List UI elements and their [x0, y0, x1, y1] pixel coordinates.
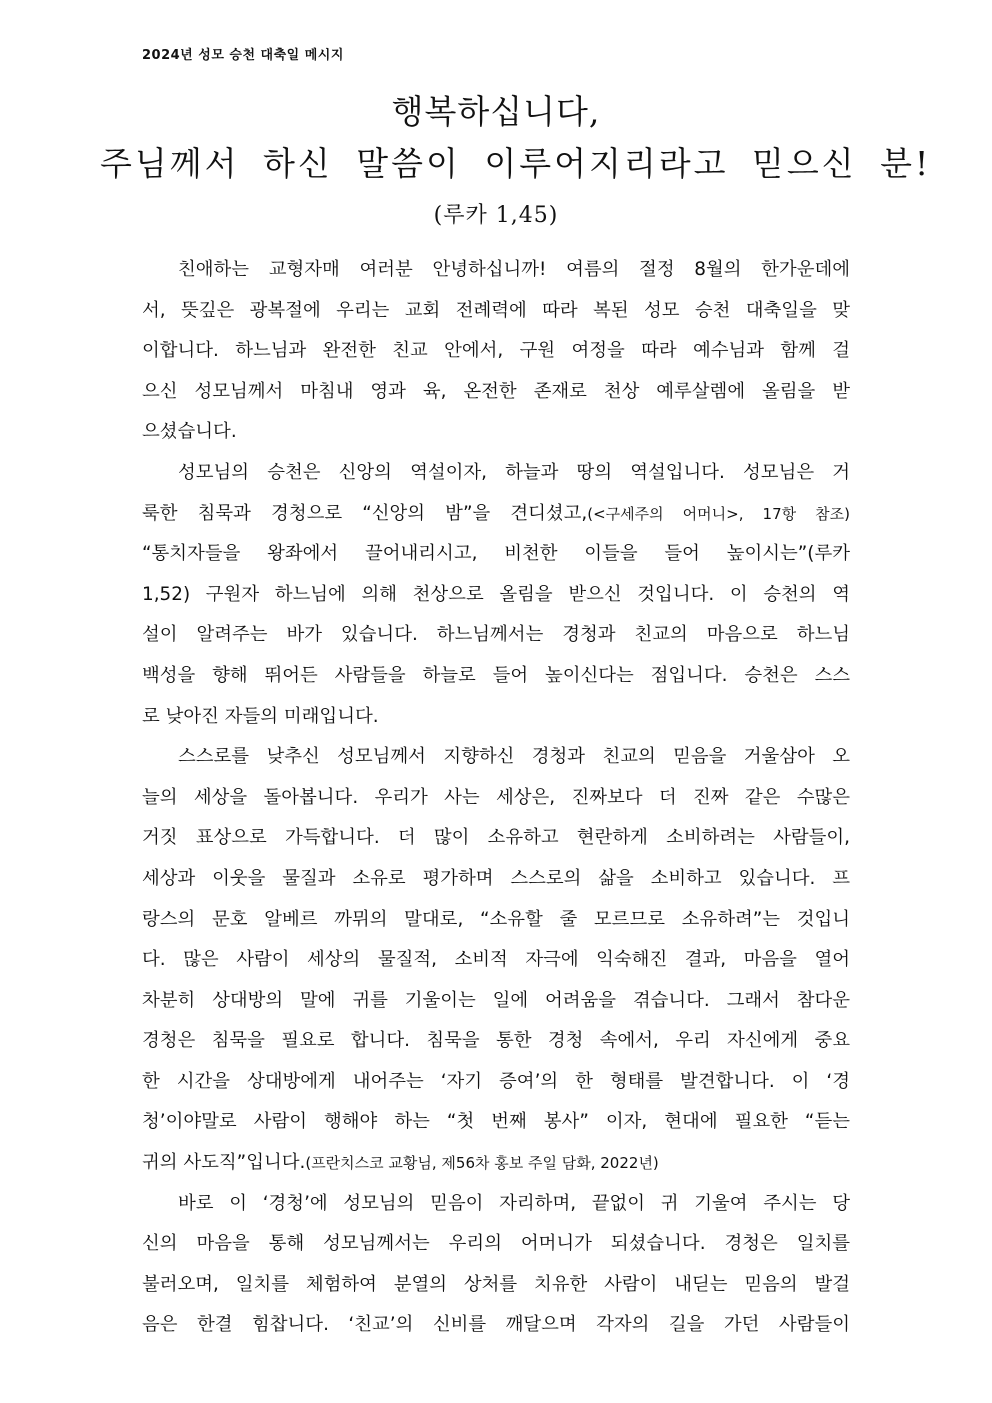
text-line: 이합니다. 하느님과 완전한 친교 안에서, 구원 여정을 따라 예수님과 함께 걸	[142, 340, 850, 362]
text-line	[142, 494, 850, 535]
text-line	[142, 1143, 850, 1184]
text-line: 로 낮아진 자들의 미래입니다.	[142, 705, 379, 727]
scripture-reference: (루카 1,45)	[433, 203, 559, 228]
text-line: 친애하는 교형자매 여러분 안녕하십니까! 여름의 절정 8월의 한가운데에	[178, 259, 850, 280]
text-line: 청’이야말로 사람이 행해야 하는 “첫 번째 봉사” 이자, 현대에 필요한 “듣는	[142, 1111, 850, 1133]
paragraph-3	[142, 737, 850, 1184]
text-line: 으신 성모님께서 마침내 영과 육, 온전한 존재로 천상 예루살렘에 올림을 받	[142, 380, 850, 402]
text-line: 한 시간을 상대방에게 내어주는 ‘자기 증여’의 한 형태를 발견합니다. 이 ‘경	[142, 1070, 850, 1092]
message-body	[142, 250, 850, 1346]
text-line: 서, 뜻깊은 광복절에 우리는 교회 전례력에 따라 복된 성모 승천 대축일을 맞	[142, 299, 850, 321]
running-header: 2024년 성모 승천 대축일 메시지	[142, 48, 344, 63]
text-line: 랑스의 문호 알베르 까뮈의 말대로, “소유할 줄 모르므로 소유하려”는 것입니	[142, 908, 850, 930]
text-line: 으셨습니다.	[142, 421, 237, 443]
title-block	[100, 88, 932, 236]
text-line: 바로 이 ‘경청’에 성모님의 믿음이 자리하며, 끝없이 귀 기울여 주시는 당	[178, 1192, 850, 1214]
citation: (프란치스코 교황님, 제56차 홍보 주일 담화, 2022년)	[305, 1154, 659, 1173]
text-segment: 귀의 사도직”입니다.	[142, 1152, 306, 1174]
paragraph-4	[142, 1184, 850, 1346]
text-line: 늘의 세상을 돌아봅니다. 우리가 사는 세상은, 진짜보다 더 진짜 같은 수많은	[142, 786, 850, 808]
paragraph-1	[142, 250, 850, 453]
text-segment: 룩한 침묵과 경청으로 “신앙의 밤”을 견디셨고,	[142, 502, 588, 524]
text-line: 경청은 침묵을 필요로 합니다. 침묵을 통한 경청 속에서, 우리 자신에게 중요	[142, 1030, 850, 1052]
citation: (<구세주의 어머니>, 17항 참조)	[587, 504, 850, 523]
title-line-2: 주님께서 하신 말씀이 이루어지리라고 믿으신 분!	[100, 144, 932, 183]
text-line: 거짓 표상으로 가득합니다. 더 많이 소유하고 현란하게 소비하려는 사람들이,	[142, 827, 850, 849]
text-line: 성모님의 승천은 신앙의 역설이자, 하늘과 땅의 역설입니다. 성모님은 거	[178, 461, 850, 483]
text-line: 차분히 상대방의 말에 귀를 기울이는 일에 어려움을 겪습니다. 그래서 참다운	[142, 989, 850, 1011]
text-line: 신의 마음을 통해 성모님께서는 우리의 어머니가 되셨습니다. 경청은 일치를	[142, 1233, 850, 1255]
text-line: 스스로를 낮추신 성모님께서 지향하신 경청과 친교의 믿음을 거울삼아 오	[178, 746, 850, 768]
text-line: 세상과 이웃을 물질과 소유로 평가하며 스스로의 삶을 소비하고 있습니다. 프	[142, 867, 850, 889]
text-line: 설이 알려주는 바가 있습니다. 하느님께서는 경청과 친교의 마음으로 하느님	[142, 624, 850, 646]
paragraph-2	[142, 453, 850, 737]
text-line: 백성을 향해 뛰어든 사람들을 하늘로 들어 높이신다는 점입니다. 승천은 스스	[142, 664, 850, 686]
text-line: 다. 많은 사람이 세상의 물질적, 소비적 자극에 익숙해진 결과, 마음을 열어	[142, 949, 850, 971]
text-line: 1,52) 구원자 하느님에 의해 천상으로 올림을 받으신 것입니다. 이 승천의 역	[142, 583, 850, 605]
text-line: 음은 한결 힘찹니다. ‘친교’의 신비를 깨달으며 각자의 길을 가던 사람들이	[142, 1314, 850, 1336]
text-line: 불러오며, 일치를 체험하여 분열의 상처를 치유한 사람이 내딛는 믿음의 발걸	[142, 1273, 850, 1295]
title-line-1: 행복하십니다,	[391, 92, 601, 131]
text-line: “통치자들을 왕좌에서 끌어내리시고, 비천한 이들을 들어 높이시는”(루카	[142, 543, 850, 565]
